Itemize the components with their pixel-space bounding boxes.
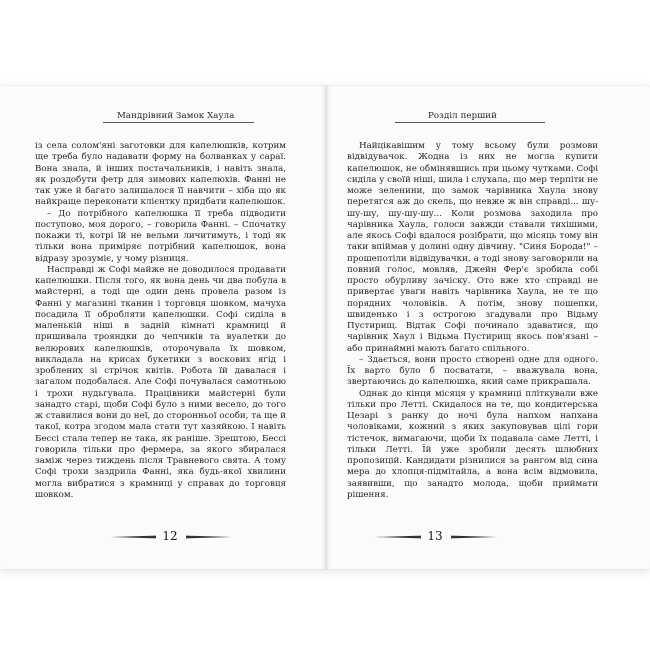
folio-ornament-left-icon [375,535,421,539]
book-spread [0,86,650,569]
folio-ornament-right-icon [186,535,232,539]
folio-ornament-left-icon [110,535,156,539]
right-header-rule [395,122,545,123]
right-page [325,86,650,569]
left-paragraph-1: із села солом'яні заготовки для капелюшків, котрим ще треба було надавати форму на болванках у сараї. Вона знала, й інших постачальників, і навіть знала, як роздобути фетр для зимових капелюхів. Фанні не так уже й багато залишалося її навчити – хіба що як найкраще переконати клієнтку придбати капелюшок. [35,141,286,208]
right-paragraph-2: – Здається, вони просто створені одне для одного. Їх варто було б посватати, – вважувала вона, звертаючись до капелюшка, який саме прикрашала. [347,354,598,388]
left-paragraph-3: Насправді ж Софі майже не доводилося продавати капелюшки. Після того, як вона день чи два побула в майстерні, а тоді ще один день провела разом із Фанні у магазині тканин і торговця шовком, мачуха посадила її обробляти капелюшки. Софі сиділа в маленькій ніші в задній кімнаті крамниці й пришивала трояндки до чепчиків та вуалетки до велюрових капелюшків, оторочувала їх шовком, викладала на крисах букетики з воскових ягід і зроблених зі стрічок квітів. Робота їй давалася і загалом подобалася. Але Софі почувалася самотньою і трохи нудьгувала. Працівники майстерні були занадто старі, щоби Софі було з ними весело, до того ж ставилися вони до неї, до сторонньої особи, та ще й такої, котра згодом мала стати тут хазяйкою. І навіть Бессі стала тепер не така, як раніше. Зрештою, Бессі говорила тільки про фермера, за якого збиралася заміж через тиждень після Травневого свята. А тому Софі трохи заздрила Фанні, яка будь-якої хвилини могла вибратися з крамниці у справах до торговця шовком. [35,264,286,500]
left-paragraph-2: – До потрібного капелюшка її треба підводити поступово, моя дорого, – говорила Фанні. – Спочатку покажи ті, котрі їй не вельми личитимуть, і тоді як тільки вона приміряє потрібний капелюшок, вона відразу зрозуміє, у чому різниця. [35,208,286,264]
left-page-text [35,141,286,501]
right-running-head: Розділ перший [428,111,497,121]
right-folio [355,528,515,544]
left-folio [90,528,250,544]
folio-ornament-right-icon [451,535,497,539]
left-header-rule [103,122,254,123]
right-page-text [347,141,598,501]
page-number-left: 12 [162,529,178,543]
right-paragraph-1: Найцікавішим у тому всьому були розмови відвідувачок. Жодна із них не могла купити капелюшок, не обмінявшись при цьому чутками. Софі сиділа у своїй ніші, шила і слухала, що мер терпіти не може зеленини, що замок чарівника Хаула знову перетягся аж до скель, що невже ж він справді... шу-шу-шу, шу-шу-шу... Коли розмова заходила про чарівника Хаула, голоси завжди ставали тихішими, але якось Софі вдалося розібрати, що місяць тому він таки впіймав у долині одну дівчину. "Синя Борода!" – прошепотіли відвідувачки, а тоді знову заговорили на повний голос, мовляв, Джейн Фер'є зробила собі просто обурливу зачіску. Ото вже хто справді не привертає уваги навіть чарівника Хаула, не те що порядних чоловіків. А потім, знову пошепки, швиденько і з острогою згадували про Відьму Пустирищ. Відтак Софі починало здаватися, що чарівник Хаул і Відьма Пустирищ якось пов'язані – або принаймні мають багато спільного. [347,141,598,354]
page-number-right: 13 [427,529,443,543]
left-running-head: Мандрівний Замок Хаула [117,111,235,121]
right-paragraph-3: Однак до кінця місяця у крамниці пліткували вже тільки про Летті. Скидалося на те, що кондитерська Цезарі з ранку до ночі була напхом напхана чоловіками, кожний з яких закуповував цілі гори тістечок, вимагаючи, щоби їх подавала саме Летті, і тільки Летті. Їй уже зробили десять шлюбних пропозицій. Кандидати різнилися за рангом від сина мера до хлопця-підмітайла, а вона всім відмовила, заявивши, що занадто молода, щоби приймати рішення. [347,388,598,500]
left-page [0,86,325,569]
